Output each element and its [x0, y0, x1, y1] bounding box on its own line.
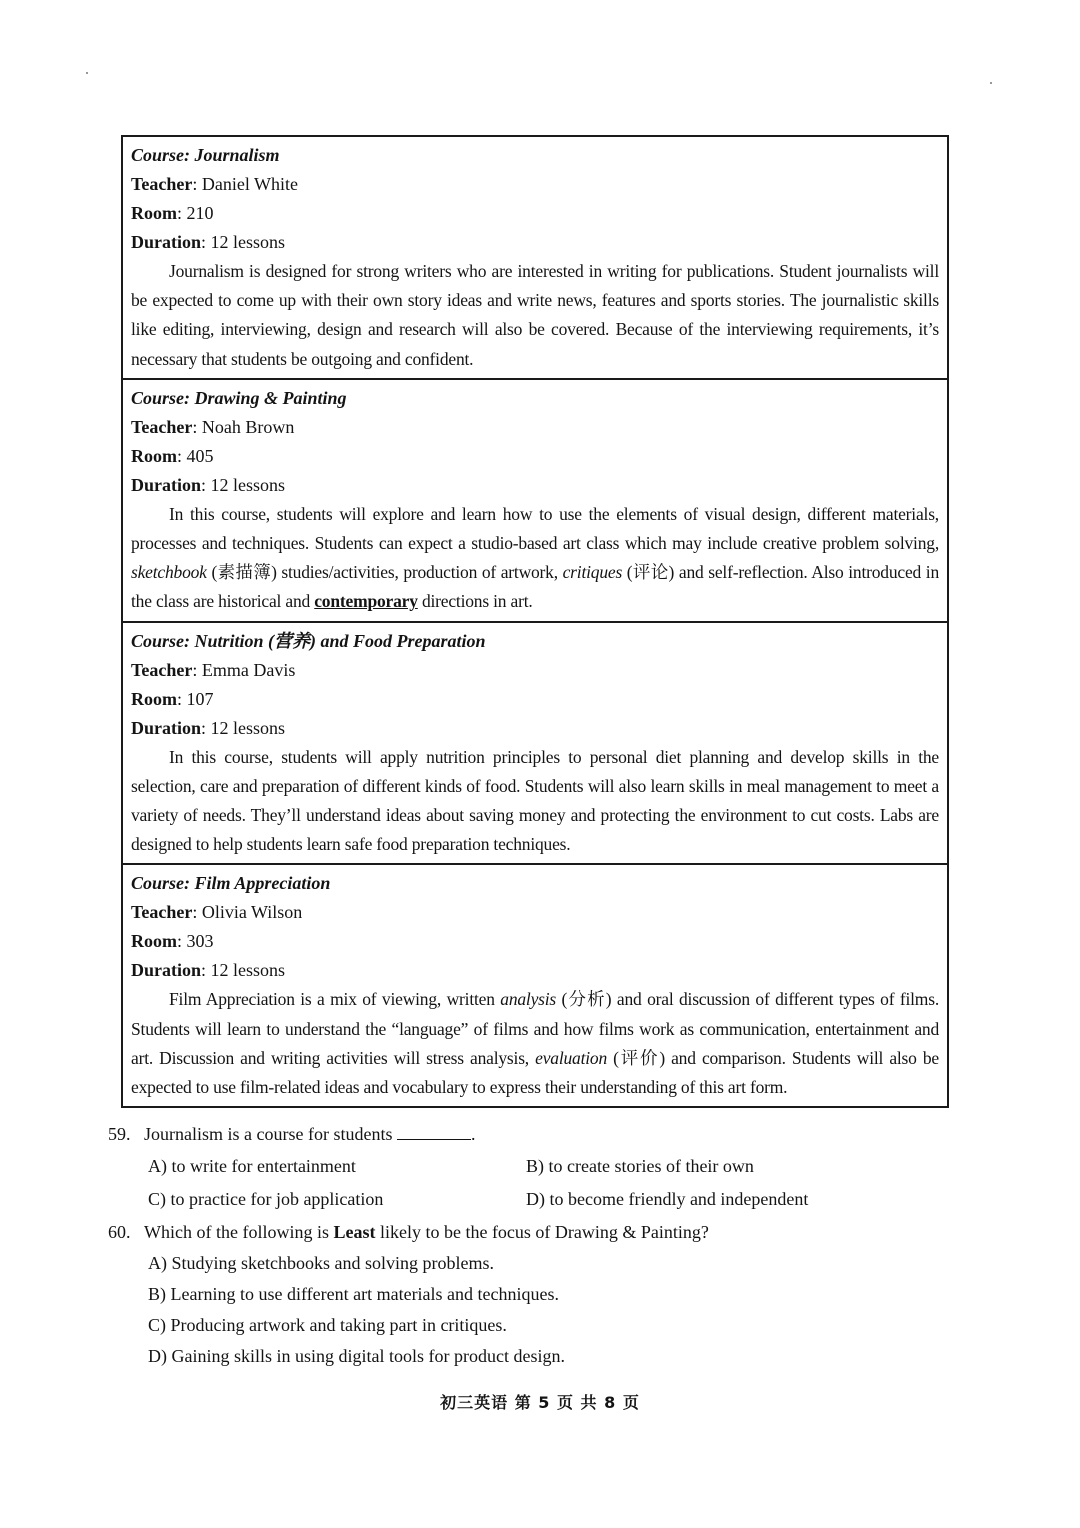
- course-table: [121, 135, 949, 1108]
- course-title: Course: Drawing & Painting: [131, 387, 347, 408]
- option-c: C) Producing artwork and taking part in critiques.: [148, 1315, 507, 1335]
- scan-speck: [990, 82, 992, 84]
- duration-field: Duration: 12 lessons: [131, 232, 286, 252]
- teacher-field: Teacher: Noah Brown: [131, 416, 295, 437]
- teacher-field: Teacher: Emma Davis: [131, 659, 296, 680]
- option-a: A) Studying sketchbooks and solving problems.: [148, 1253, 494, 1273]
- option-b: B) to create stories of their own: [526, 1156, 754, 1176]
- room-field: Room: 107: [131, 688, 214, 709]
- highlighted-word: contemporary: [314, 591, 418, 612]
- option-d: D) Gaining skills in using digital tools for product design.: [148, 1346, 565, 1366]
- option-b: B) Learning to use different art materials and techniques.: [148, 1284, 560, 1304]
- answer-blank: [397, 1123, 471, 1140]
- course-nutrition: [123, 623, 947, 866]
- teacher-field: Teacher: Olivia Wilson: [131, 902, 303, 923]
- course-description: Journalism is designed for strong writers who are interested in writing for publications. Student journalists will be expected to come up with their own story ideas and write news, features and sports stories. The journalistic skills like editing, interviewing, design and research will also be covered. Because of the interviewing requirements, it’s necessary that students be outgoing and confident.: [131, 261, 939, 369]
- course-drawing-painting: [123, 380, 947, 623]
- duration-field: Duration: 12 lessons: [131, 717, 286, 738]
- teacher-field: Teacher: Daniel White: [131, 174, 298, 194]
- options-row: [108, 1150, 938, 1183]
- duration-field: Duration: 12 lessons: [131, 960, 286, 981]
- room-field: Room: 210: [131, 203, 214, 223]
- course-title: Course: Journalism: [131, 145, 280, 165]
- room-field: Room: 405: [131, 445, 214, 466]
- course-title: Course: Nutrition (营养) and Food Preparation: [131, 630, 486, 651]
- question-60: 60. Which of the following is Least likely to be the focus of Drawing & Painting?: [108, 1222, 709, 1242]
- questions-section: [108, 1118, 938, 1372]
- option-d: D) to become friendly and independent: [526, 1189, 809, 1209]
- room-field: Room: 303: [131, 931, 214, 952]
- page-footer: 初三英语 第 5 页 共 8 页: [440, 1393, 640, 1412]
- question-59: 59. Journalism is a course for students .: [108, 1124, 476, 1144]
- option-a: A) to write for entertainment: [148, 1156, 356, 1176]
- options-row: [108, 1183, 938, 1216]
- scan-speck: [86, 72, 88, 74]
- course-description: In this course, students will apply nutrition principles to personal diet planning and develop skills in the selection, care and preparation of different kinds of food. Students will also learn skills in meal management to meet a variety of needs. They’ll understand ideas about saving money and protecting the environment to cut costs. Labs are designed to help students learn safe food preparation techniques.: [131, 746, 939, 855]
- course-description: Film Appreciation is a mix of viewing, written analysis (分析) and oral discussion of different types of films. Students will learn to understand the “language” of films and how films work as communication, entertainment and art. Discussion and writing activities will stress analysis, evaluation (评价) and comparison. Students will also be expected to use film-related ideas and vocabulary to express their understanding of this art form.: [131, 989, 940, 1098]
- course-film-appreciation: [123, 865, 947, 1106]
- course-description: In this course, students will explore and learn how to use the elements of visual design, different materials, processes and techniques. Students can expect a studio-based art class which may include creative problem solving, sketchbook (素描簿) studies/activities, production of artwork, critiques (评论) and self-reflection. Also introduced in the class are historical and contemporary directions in art.: [131, 503, 939, 612]
- duration-field: Duration: 12 lessons: [131, 474, 286, 495]
- option-c: C) to practice for job application: [148, 1189, 384, 1209]
- course-journalism: [123, 137, 947, 380]
- course-title: Course: Film Appreciation: [131, 873, 331, 894]
